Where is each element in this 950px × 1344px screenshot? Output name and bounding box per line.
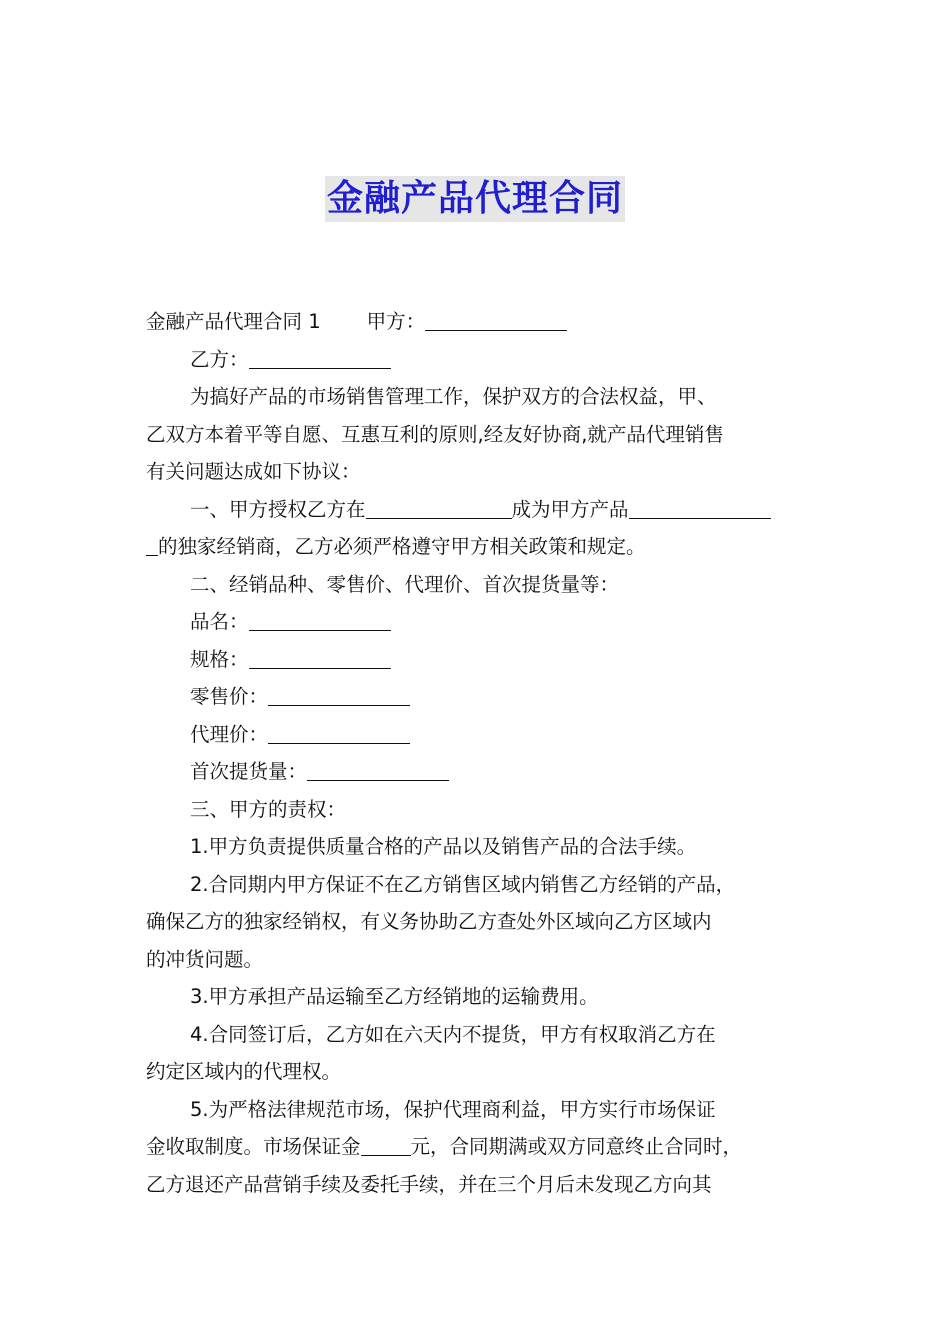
intro-line-3: 有关问题达成如下协议： xyxy=(146,460,361,483)
contract-heading: 金融产品代理合同 1 xyxy=(146,310,321,333)
region-blank xyxy=(366,496,512,519)
title-container xyxy=(0,176,950,222)
article-1-text-b: 成为甲方产品 xyxy=(511,497,629,521)
article-1-line-1 xyxy=(146,491,808,529)
article-3-item-5-line-3: 乙方退还产品营销手续及委托手续，并在三个月后未发现乙方向其 xyxy=(146,1172,712,1196)
article-3-item-5-line-2 xyxy=(146,1128,808,1166)
party-b-blank xyxy=(249,346,391,369)
article-3-item-4-line-1: 4.合同签订后，乙方如在六天内不提货，甲方有权取消乙方在 xyxy=(190,1022,716,1046)
article-3-heading: 三、甲方的责权： xyxy=(190,797,347,821)
article-1-line-2 xyxy=(146,528,808,566)
article-3-item-1: 1.甲方负责提供质量合格的产品以及销售产品的合法手续。 xyxy=(190,835,697,858)
retail-price-label: 零售价： xyxy=(190,685,269,708)
retail-price-blank xyxy=(268,683,410,706)
first-order-line xyxy=(146,753,808,791)
intro-line-2: 乙双方本着平等自愿、互惠互利的原则,经友好协商,就产品代理销售 xyxy=(146,422,724,446)
article-2-heading: 二、经销品种、零售价、代理价、首次提货量等： xyxy=(190,572,620,596)
party-a-label: 甲方： xyxy=(366,310,426,333)
product-name-label: 品名： xyxy=(190,610,249,633)
first-order-blank xyxy=(307,758,449,781)
product-name-line xyxy=(146,603,808,641)
contract-heading-line xyxy=(146,303,808,341)
article-1-text-a: 一、甲方授权乙方在 xyxy=(190,497,366,521)
document-body xyxy=(146,303,808,1203)
retail-price-line xyxy=(146,678,808,716)
article-1-text-c: 的独家经销商，乙方必须严格遵守甲方相关政策和规定。 xyxy=(158,535,646,558)
article-3-item-3: 3.甲方承担产品运输至乙方经销地的运输费用。 xyxy=(190,985,599,1008)
agent-price-label: 代理价： xyxy=(190,722,269,746)
party-b-line xyxy=(146,341,808,379)
article-3-item-2-line-3: 的冲货问题。 xyxy=(146,947,264,971)
spec-blank xyxy=(249,646,391,669)
deposit-text-a: 金收取制度。市场保证金 xyxy=(146,1135,361,1158)
product-blank xyxy=(629,496,771,519)
article-3-item-2-line-1: 2.合同期内甲方保证不在乙方销售区域内销售乙方经销的产品， xyxy=(190,872,736,896)
first-order-label: 首次提货量： xyxy=(190,760,308,783)
agent-price-line xyxy=(146,716,808,754)
article-3-item-4-line-2: 约定区域内的代理权。 xyxy=(146,1060,342,1083)
article-3-item-2-line-2: 确保乙方的独家经销权，有义务协助乙方查处外区域向乙方区域内 xyxy=(146,910,712,933)
party-a-blank xyxy=(425,308,567,331)
deposit-amount-blank xyxy=(361,1133,411,1156)
article-3-item-5-line-1: 5.为严格法律规范市场，保护代理商利益，甲方实行市场保证 xyxy=(190,1097,716,1121)
intro-line-1: 为搞好产品的市场销售管理工作，保护双方的合法权益，甲、 xyxy=(190,385,717,408)
party-b-label: 乙方： xyxy=(190,347,249,371)
spec-line xyxy=(146,641,808,679)
document-title: 金融产品代理合同 xyxy=(325,176,625,222)
product-name-blank xyxy=(249,608,391,631)
deposit-text-b: 元，合同期满或双方同意终止合同时， xyxy=(410,1135,743,1158)
product-blank-cont xyxy=(146,533,158,556)
agent-price-blank xyxy=(268,721,410,744)
spec-label: 规格： xyxy=(190,647,249,671)
